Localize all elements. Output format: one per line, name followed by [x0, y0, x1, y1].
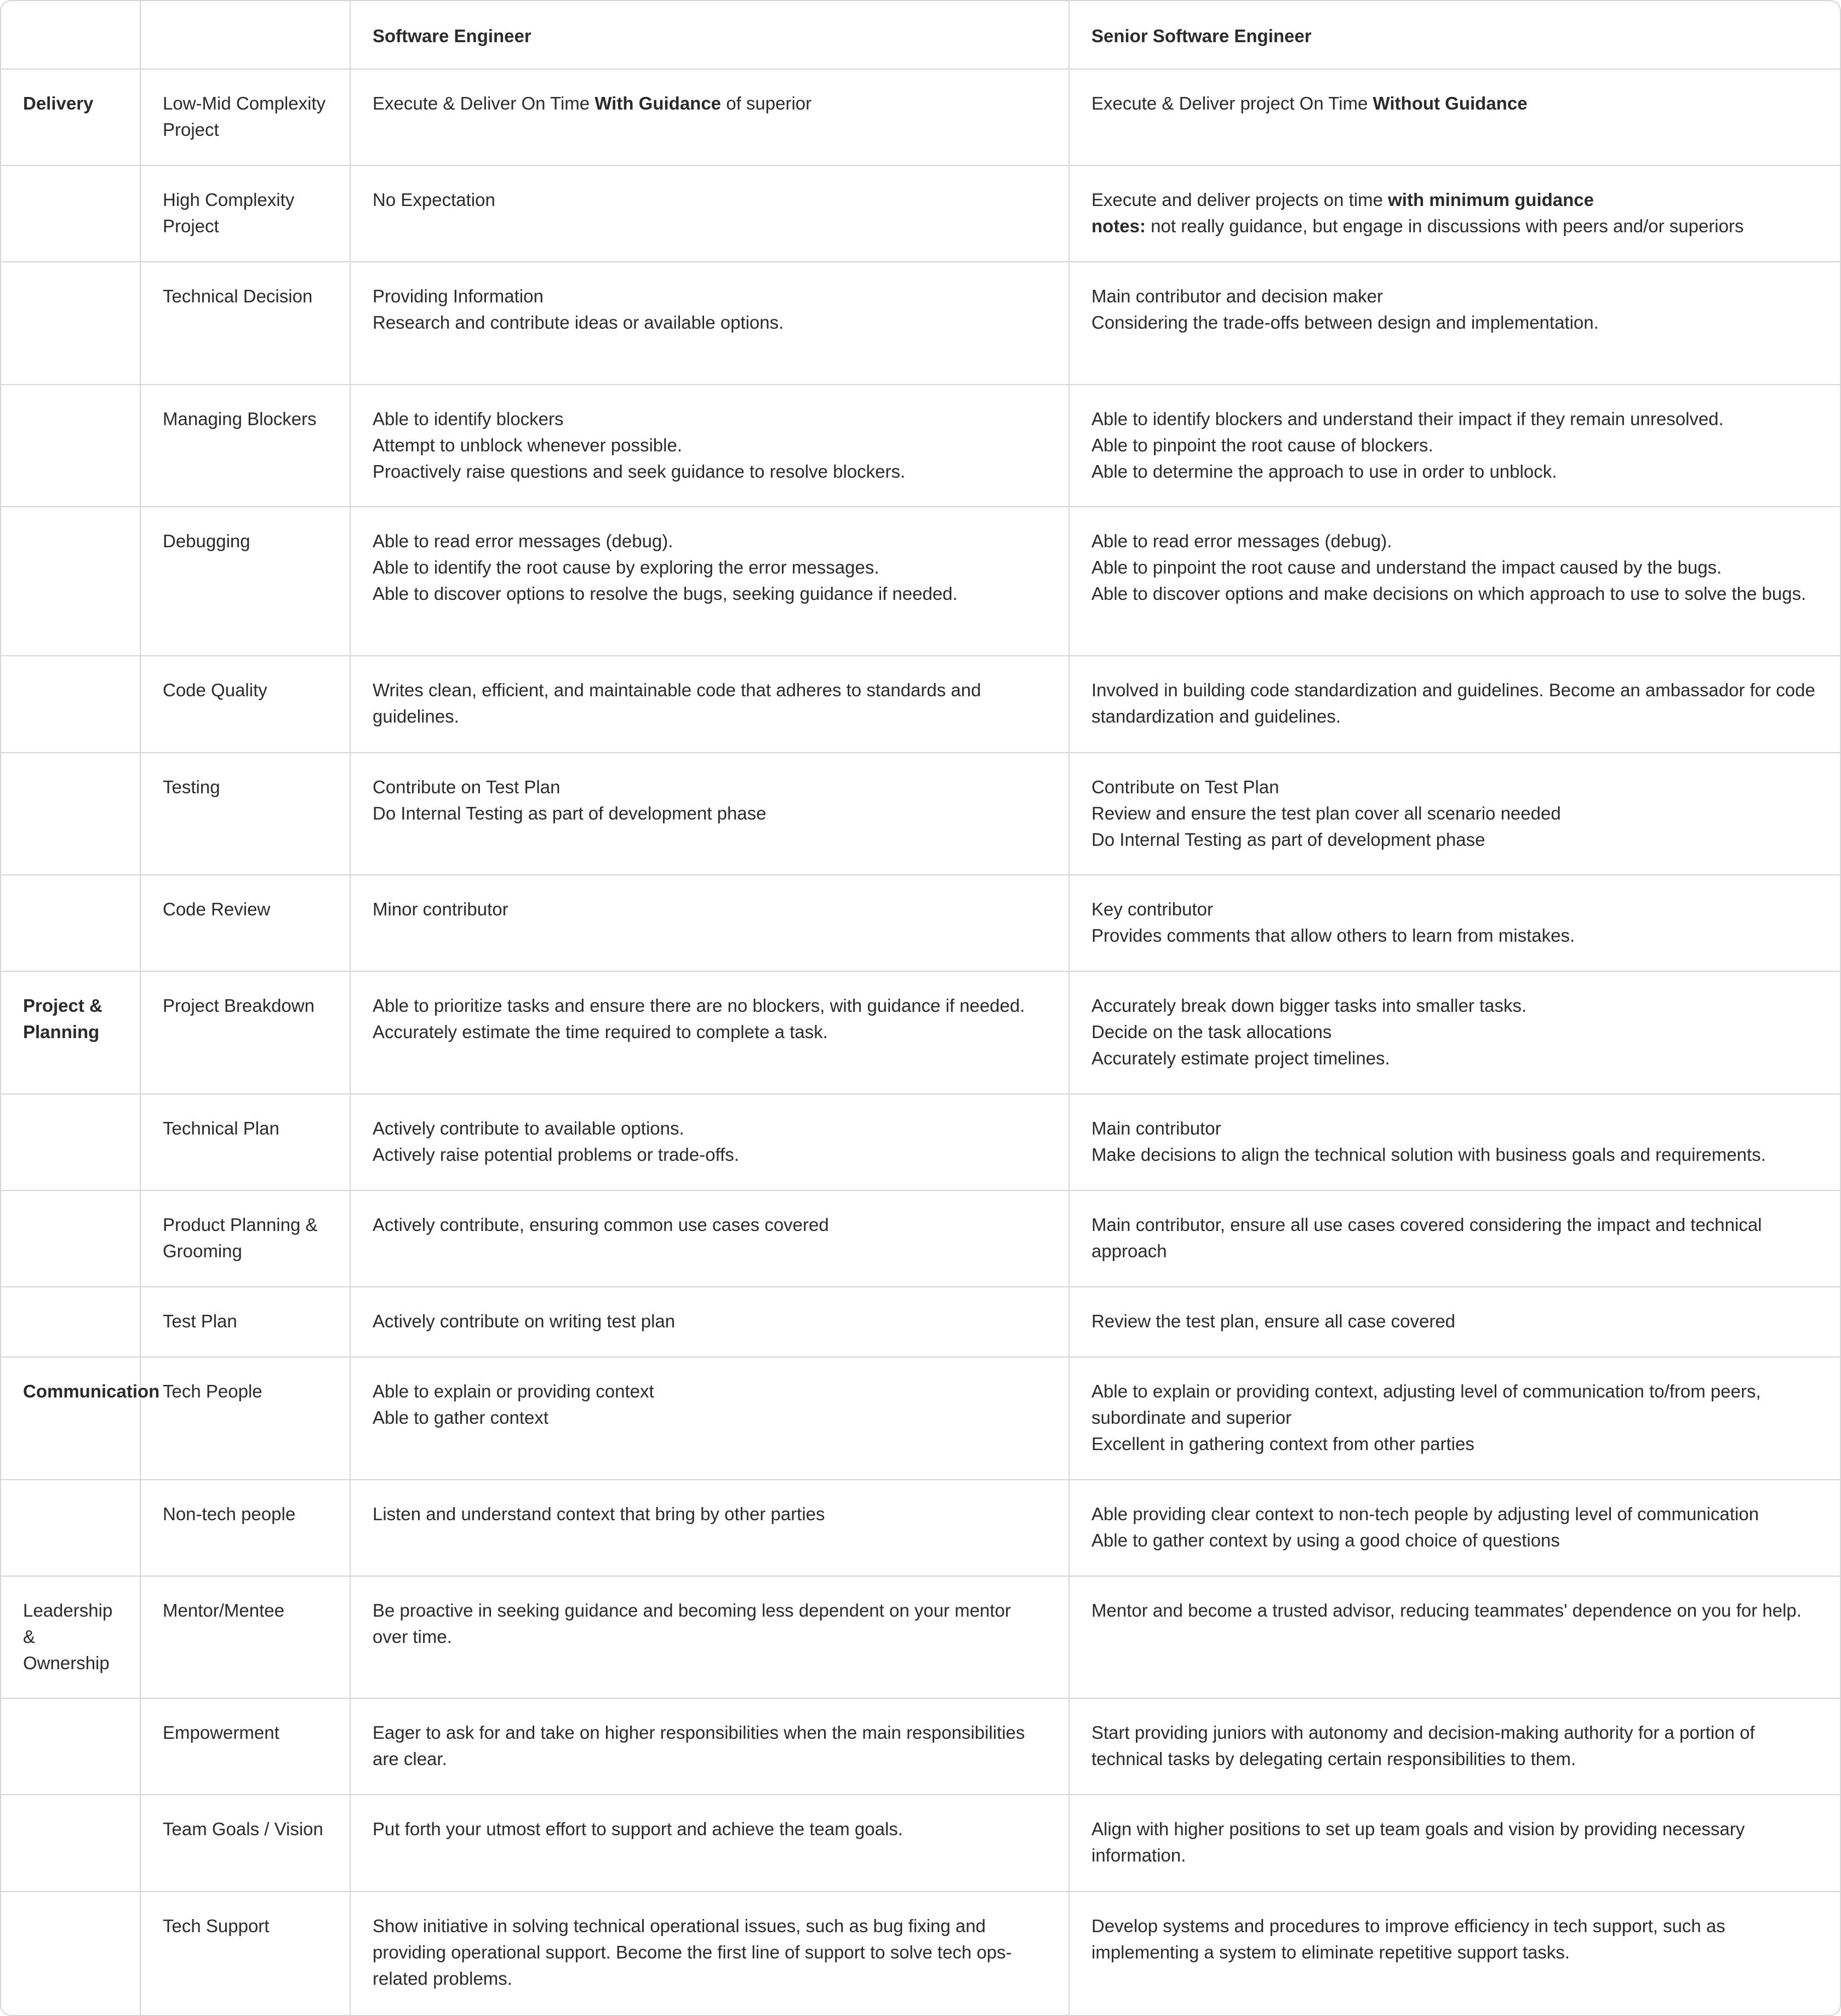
senior-software-engineer-cell: [1069, 165, 1840, 262]
expectation-line: [1091, 1115, 1819, 1142]
text-segment: Able to gather context: [373, 1407, 549, 1428]
software-engineer-cell: [350, 262, 1069, 384]
text-segment: Able to discover options to resolve the bugs, seeking guidance if needed.: [373, 583, 958, 604]
table-row: [1, 971, 1840, 1093]
competency-cell: Empowerment: [140, 1698, 350, 1795]
software-engineer-cell: [350, 971, 1069, 1093]
text-segment: Put forth your utmost effort to support and achieve the team goals.: [373, 1819, 903, 1840]
software-engineer-cell: [350, 1190, 1069, 1287]
table-row: [1, 165, 1840, 262]
emphasis-text: with minimum guidance: [1388, 190, 1594, 210]
software-engineer-cell: [350, 1892, 1069, 2015]
text-segment: Actively contribute to available options.: [373, 1118, 684, 1138]
text-segment: Actively contribute, ensuring common use cases covered: [373, 1214, 829, 1235]
table-header-row: [1, 1, 1840, 69]
category-cell: Communication: [1, 1357, 140, 1479]
table-row: [1, 1094, 1840, 1190]
software-engineer-cell: [350, 656, 1069, 752]
text-segment: Contribute on Test Plan: [373, 776, 561, 797]
competency-cell: Tech Support: [140, 1892, 350, 2015]
text-segment: Accurately estimate project timelines.: [1091, 1048, 1390, 1069]
expectation-line: [1091, 1720, 1819, 1772]
expectation-line: [1091, 827, 1819, 853]
text-segment: Able to explain or providing context: [373, 1381, 654, 1402]
table-row: [1, 69, 1840, 165]
text-segment: Mentor and become a trusted advisor, reducing teammates' dependence on you for help.: [1091, 1600, 1802, 1620]
expectation-line: [1091, 1045, 1819, 1072]
expectation-line: [1091, 432, 1819, 459]
expectation-line: [1091, 1816, 1819, 1869]
expectation-line: [373, 310, 1048, 336]
text-segment: Align with higher positions to set up team goals and vision by providing necessary information.: [1091, 1819, 1745, 1866]
expectation-line: [373, 1597, 1048, 1650]
text-segment: Eager to ask for and take on higher responsibilities when the main responsibilities are clear.: [373, 1722, 1025, 1769]
text-segment: Accurately estimate the time required to complete a task.: [373, 1022, 828, 1043]
senior-software-engineer-cell: [1069, 262, 1840, 384]
table-row: [1, 1698, 1840, 1795]
senior-software-engineer-cell: [1069, 656, 1840, 752]
expectation-line: [373, 1913, 1048, 1992]
software-engineer-cell: [350, 1357, 1069, 1479]
expectation-line: [1091, 1378, 1819, 1431]
software-engineer-cell: [350, 385, 1069, 507]
expectation-line: [373, 1501, 1048, 1527]
header-competency: [140, 1, 350, 69]
expectation-line: [373, 432, 1048, 459]
expectation-line: [373, 581, 1048, 607]
expectation-line: [1091, 1019, 1819, 1045]
expectation-line: [1091, 993, 1819, 1019]
text-segment: Be proactive in seeking guidance and becoming less dependent on your mentor over time.: [373, 1600, 1011, 1647]
competency-cell: Code Quality: [140, 656, 350, 752]
expectation-line: [373, 90, 1048, 117]
text-segment: Writes clean, efficient, and maintainable code that adheres to standards and guidelines.: [373, 680, 981, 727]
competency-cell: Testing: [140, 753, 350, 875]
software-engineer-cell: [350, 1480, 1069, 1576]
table-row: [1, 1287, 1840, 1357]
text-segment: Excellent in gathering context from other parties: [1091, 1434, 1474, 1454]
competency-cell: Tech People: [140, 1357, 350, 1479]
category-cell: [1, 656, 140, 752]
text-segment: Providing Information: [373, 286, 544, 307]
category-cell: [1, 165, 140, 262]
header-senior-software-engineer: Senior Software Engineer: [1069, 1, 1840, 69]
text-segment: Able to identify blockers and understand their impact if they remain unresolved.: [1091, 408, 1724, 429]
text-segment: Able to explain or providing context, adjusting level of communication to/from peers, subordinate and superior: [1091, 1381, 1761, 1428]
category-cell: [1, 507, 140, 656]
category-cell: [1, 1190, 140, 1287]
text-segment: No Expectation: [373, 190, 495, 210]
category-cell: [1, 875, 140, 971]
text-segment: Able to pinpoint the root cause and understand the impact caused by the bugs.: [1091, 557, 1722, 578]
category-cell: [1, 1698, 140, 1795]
expectation-line: [1091, 677, 1819, 730]
software-engineer-cell: [350, 165, 1069, 262]
senior-software-engineer-cell: [1069, 1892, 1840, 2015]
expectation-line: [373, 1212, 1048, 1238]
text-segment: Attempt to unblock whenever possible.: [373, 434, 682, 455]
category-cell: [1, 1094, 140, 1190]
expectation-line: [373, 1405, 1048, 1431]
expectation-line: [373, 528, 1048, 554]
expectation-line: [1091, 528, 1819, 554]
text-segment: Able to gather context by using a good choice of questions: [1091, 1530, 1560, 1550]
expectation-line: [1091, 1501, 1819, 1527]
text-segment: Start providing juniors with autonomy and decision-making authority for a portion of technical tasks by delegating certain responsibilities to them.: [1091, 1722, 1755, 1769]
expectation-line: [1091, 581, 1819, 607]
software-engineer-cell: [350, 753, 1069, 875]
senior-software-engineer-cell: [1069, 507, 1840, 656]
expectation-line: [373, 1308, 1048, 1335]
category-cell: Leadership & Ownership: [1, 1576, 140, 1698]
competency-cell: Low-Mid Complexity Project: [140, 69, 350, 165]
senior-software-engineer-cell: [1069, 1357, 1840, 1479]
expectation-line: [1091, 923, 1819, 949]
expectation-line: [1091, 1142, 1819, 1168]
text-segment: Execute & Deliver On Time: [373, 93, 595, 113]
category-cell: Delivery: [1, 69, 140, 165]
table-row: [1, 1190, 1840, 1287]
table-row: [1, 507, 1840, 656]
text-segment: Able to pinpoint the root cause of blockers.: [1091, 434, 1433, 455]
expectation-line: [1091, 1527, 1819, 1554]
text-segment: Able to identify the root cause by exploring the error messages.: [373, 557, 879, 578]
table-row: [1, 385, 1840, 507]
category-cell: [1, 1480, 140, 1576]
text-segment: Decide on the task allocations: [1091, 1022, 1332, 1043]
table-row: [1, 1892, 1840, 2015]
text-segment: Make decisions to align the technical solution with business goals and requirements.: [1091, 1144, 1766, 1165]
table-row: [1, 1795, 1840, 1891]
senior-software-engineer-cell: [1069, 1795, 1840, 1891]
expectation-line: [373, 283, 1048, 310]
emphasis-text: notes:: [1091, 216, 1146, 237]
category-cell: Project & Planning: [1, 971, 140, 1093]
expectation-line: [373, 774, 1048, 800]
text-segment: Able to read error messages (debug).: [1091, 531, 1392, 552]
competency-cell: Team Goals / Vision: [140, 1795, 350, 1891]
competency-cell: Product Planning & Grooming: [140, 1190, 350, 1287]
table-row: [1, 262, 1840, 384]
expectation-line: [373, 677, 1048, 730]
expectation-line: [1091, 213, 1819, 239]
expectation-line: [1091, 1308, 1819, 1335]
expectation-line: [1091, 406, 1819, 432]
senior-software-engineer-cell: [1069, 875, 1840, 971]
text-segment: of superior: [721, 93, 812, 113]
expectation-line: [373, 993, 1048, 1019]
expectation-line: [1091, 554, 1819, 581]
table-body: [1, 69, 1840, 2015]
text-segment: Key contributor: [1091, 899, 1213, 920]
senior-software-engineer-cell: [1069, 1190, 1840, 1287]
text-segment: Able providing clear context to non-tech people by adjusting level of communication: [1091, 1503, 1759, 1524]
expectation-line: [1091, 1913, 1819, 1966]
text-segment: Able to identify blockers: [373, 408, 564, 429]
text-segment: Considering the trade-offs between design and implementation.: [1091, 312, 1599, 333]
expectation-line: [1091, 187, 1819, 213]
text-segment: Actively raise potential problems or trade-offs.: [373, 1144, 739, 1165]
category-cell: [1, 1795, 140, 1891]
text-segment: Listen and understand context that bring by other parties: [373, 1503, 825, 1524]
competency-matrix-table: [1, 1, 1840, 2015]
competency-cell: Project Breakdown: [140, 971, 350, 1093]
header-software-engineer: Software Engineer: [350, 1, 1069, 69]
expectation-line: [373, 187, 1048, 213]
competency-cell: Debugging: [140, 507, 350, 656]
senior-software-engineer-cell: [1069, 1576, 1840, 1698]
competency-cell: Non-tech people: [140, 1480, 350, 1576]
software-engineer-cell: [350, 1795, 1069, 1891]
expectation-line: [1091, 1431, 1819, 1457]
expectation-line: [1091, 1212, 1819, 1264]
senior-software-engineer-cell: [1069, 1698, 1840, 1795]
expectation-line: [1091, 774, 1819, 800]
software-engineer-cell: [350, 1094, 1069, 1190]
expectation-line: [373, 406, 1048, 432]
expectation-line: [373, 459, 1048, 485]
text-segment: Main contributor, ensure all use cases covered considering the impact and technical approach: [1091, 1214, 1762, 1261]
category-cell: [1, 1892, 140, 2015]
software-engineer-cell: [350, 1576, 1069, 1698]
text-segment: Contribute on Test Plan: [1091, 776, 1279, 797]
competency-cell: High Complexity Project: [140, 165, 350, 262]
text-segment: Proactively raise questions and seek guidance to resolve blockers.: [373, 461, 906, 482]
expectation-line: [373, 1019, 1048, 1045]
text-segment: Research and contribute ideas or available options.: [373, 312, 784, 333]
text-segment: not really guidance, but engage in discussions with peers and/or superiors: [1146, 216, 1744, 237]
table-row: [1, 875, 1840, 971]
text-segment: Execute and deliver projects on time: [1091, 190, 1388, 210]
senior-software-engineer-cell: [1069, 1094, 1840, 1190]
expectation-line: [373, 1115, 1048, 1142]
text-segment: Able to determine the approach to use in order to unblock.: [1091, 461, 1557, 482]
software-engineer-cell: [350, 507, 1069, 656]
competency-cell: Code Review: [140, 875, 350, 971]
category-cell: [1, 1287, 140, 1357]
expectation-line: [1091, 896, 1819, 923]
senior-software-engineer-cell: [1069, 1480, 1840, 1576]
competency-cell: Test Plan: [140, 1287, 350, 1357]
expectation-line: [1091, 90, 1819, 117]
category-cell: [1, 753, 140, 875]
senior-software-engineer-cell: [1069, 69, 1840, 165]
competency-cell: Technical Decision: [140, 262, 350, 384]
category-cell: [1, 385, 140, 507]
senior-software-engineer-cell: [1069, 385, 1840, 507]
text-segment: Review the test plan, ensure all case covered: [1091, 1311, 1456, 1332]
expectation-line: [373, 896, 1048, 923]
senior-software-engineer-cell: [1069, 971, 1840, 1093]
text-segment: Do Internal Testing as part of development phase: [1091, 829, 1485, 850]
text-segment: Show initiative in solving technical operational issues, such as bug fixing and providing operational support. Become the first line of support to solve tech ops-related problems.: [373, 1915, 1012, 1989]
text-segment: Main contributor and decision maker: [1091, 286, 1383, 307]
software-engineer-cell: [350, 1287, 1069, 1357]
expectation-line: [373, 554, 1048, 581]
expectation-line: [373, 1720, 1048, 1772]
category-cell: [1, 262, 140, 384]
table-row: [1, 1480, 1840, 1576]
competency-cell: Mentor/Mentee: [140, 1576, 350, 1698]
header-category: [1, 1, 140, 69]
senior-software-engineer-cell: [1069, 753, 1840, 875]
text-segment: Provides comments that allow others to learn from mistakes.: [1091, 925, 1575, 946]
text-segment: Main contributor: [1091, 1118, 1221, 1138]
expectation-line: [373, 1816, 1048, 1842]
emphasis-text: Without Guidance: [1373, 93, 1528, 113]
emphasis-text: With Guidance: [594, 93, 722, 113]
software-engineer-cell: [350, 1698, 1069, 1795]
text-segment: Accurately break down bigger tasks into smaller tasks.: [1091, 995, 1527, 1016]
expectation-line: [373, 800, 1048, 827]
text-segment: Able to read error messages (debug).: [373, 531, 673, 552]
competency-cell: Managing Blockers: [140, 385, 350, 507]
table-row: [1, 1576, 1840, 1698]
expectation-line: [373, 1378, 1048, 1405]
text-segment: Develop systems and procedures to improve efficiency in tech support, such as implementing a system to eliminate repetitive support tasks.: [1091, 1915, 1725, 1962]
expectation-line: [1091, 310, 1819, 336]
text-segment: Involved in building code standardization and guidelines. Become an ambassador for code standardization and guidelines.: [1091, 680, 1815, 727]
text-segment: Review and ensure the test plan cover all scenario needed: [1091, 803, 1561, 823]
senior-software-engineer-cell: [1069, 1287, 1840, 1357]
expectation-line: [1091, 1597, 1819, 1624]
expectation-line: [1091, 459, 1819, 485]
table-row: [1, 656, 1840, 752]
software-engineer-cell: [350, 875, 1069, 971]
text-segment: Do Internal Testing as part of development phase: [373, 803, 767, 823]
expectation-line: [1091, 283, 1819, 310]
software-engineer-cell: [350, 69, 1069, 165]
competency-cell: Technical Plan: [140, 1094, 350, 1190]
table-row: [1, 1357, 1840, 1479]
text-segment: Execute & Deliver project On Time: [1091, 93, 1373, 113]
text-segment: Able to prioritize tasks and ensure there are no blockers, with guidance if needed.: [373, 995, 1025, 1016]
expectation-line: [373, 1142, 1048, 1168]
text-segment: Actively contribute on writing test plan: [373, 1311, 676, 1332]
expectation-line: [1091, 800, 1819, 827]
text-segment: Able to discover options and make decisions on which approach to use to solve the bugs.: [1091, 583, 1806, 604]
text-segment: Minor contributor: [373, 899, 508, 920]
table-row: [1, 753, 1840, 875]
